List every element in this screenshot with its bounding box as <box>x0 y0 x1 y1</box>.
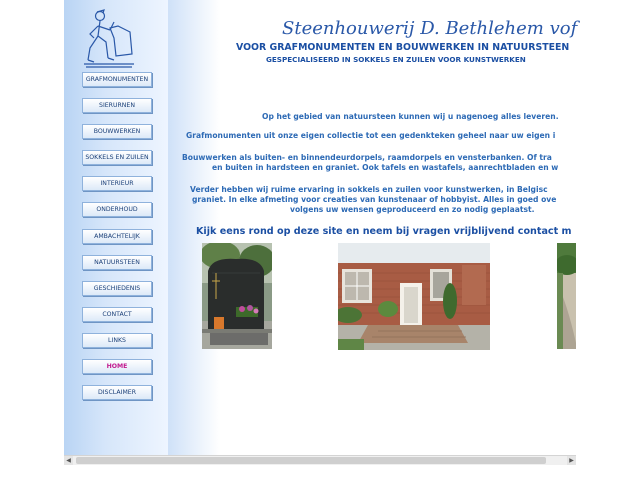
bouwwerken-paragraph-line1: Bouwwerken als buiten- en binnendeurdorpels, raamdorpels en vensterbanken. Of tra <box>182 153 552 162</box>
sokkels-paragraph-line2: graniet. In elke afmeting voor creaties van kunstenaar of hobbyist. Alles in goed ove <box>192 195 557 204</box>
photo-grave-monument[interactable] <box>202 243 272 349</box>
nav-item-contact[interactable]: CONTACT <box>82 307 152 322</box>
bouwwerken-paragraph-line2: en buiten in hardsteen en graniet. Ook tafels en wastafels, aanrechtbladen en w <box>212 163 559 172</box>
nav-item-home[interactable]: HOME <box>82 359 152 374</box>
grafmonumenten-paragraph: Grafmonumenten uit onze eigen collectie tot een gedenkteken geheel naar uw eigen i <box>186 131 556 140</box>
site-tagline: GESPECIALISEERD IN SOKKELS EN ZUILEN VOOR KUNSTWERKEN <box>266 55 526 64</box>
arrow-right-icon[interactable]: ▶ <box>567 456 576 465</box>
nav-item-ambachtelijk[interactable]: AMBACHTELIJK <box>82 229 152 244</box>
nav-item-grafmonumenten[interactable]: GRAFMONUMENTEN <box>82 72 152 87</box>
site-title: Steenhouwerij D. Bethlehem vof <box>282 18 578 39</box>
nav-item-sokkels-en-zuilen[interactable]: SOKKELS EN ZUILEN <box>82 150 152 165</box>
sokkels-paragraph-line3: volgens uw wensen geproduceerd en zo nodig geplaatst. <box>290 205 535 214</box>
arrow-left-icon[interactable]: ◀ <box>64 456 73 465</box>
horizontal-scrollbar[interactable] <box>64 455 576 465</box>
stonemason-logo-icon <box>80 8 136 70</box>
nav-item-links[interactable]: LINKS <box>82 333 152 348</box>
contact-call-to-action: Kijk eens rond op deze site en neem bij vragen vrijblijvend contact m <box>196 226 572 237</box>
intro-paragraph: Op het gebied van natuursteen kunnen wij u nagenoeg alles leveren. <box>262 112 559 121</box>
sokkels-paragraph-line1: Verder hebben wij ruime ervaring in sokkels en zuilen voor kunstwerken, in Belgisc <box>190 185 548 194</box>
nav-item-sierurnen[interactable]: SIERURNEN <box>82 98 152 113</box>
main-navigation <box>82 72 152 411</box>
nav-item-interieur[interactable]: INTERIEUR <box>82 176 152 191</box>
nav-item-onderhoud[interactable]: ONDERHOUD <box>82 202 152 217</box>
scrollbar-thumb[interactable] <box>76 457 546 464</box>
photo-garden-path[interactable] <box>557 243 576 349</box>
site-subtitle: VOOR GRAFMONUMENTEN EN BOUWWERKEN IN NATUURSTEEN <box>236 42 570 53</box>
nav-item-disclaimer[interactable]: DISCLAIMER <box>82 385 152 400</box>
photo-brick-house[interactable] <box>338 243 490 350</box>
nav-item-geschiedenis[interactable]: GESCHIEDENIS <box>82 281 152 296</box>
nav-item-bouwwerken[interactable]: BOUWWERKEN <box>82 124 152 139</box>
nav-item-natuursteen[interactable]: NATUURSTEEN <box>82 255 152 270</box>
